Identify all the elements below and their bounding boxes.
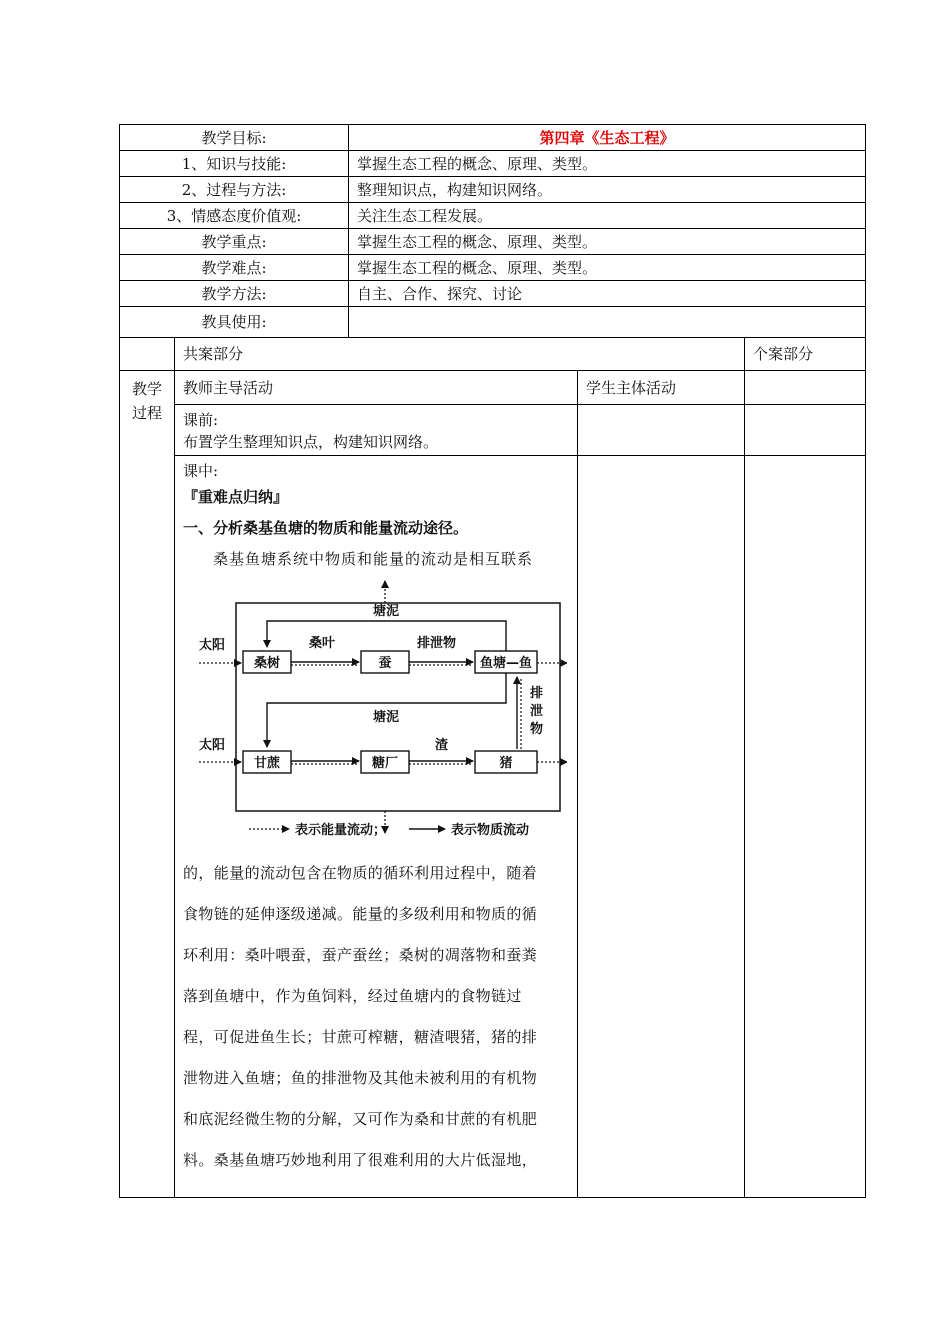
body-line: 落到鱼塘中，作为鱼饲料，经过鱼塘内的食物链过: [183, 987, 522, 1005]
body-line: 食物链的延伸逐级递减。能量的多级利用和物质的循: [183, 905, 538, 923]
mud-flow-arrow: [267, 621, 506, 651]
body-line: 和底泥经微生物的分解，又可作为桑和甘蔗的有机肥: [183, 1110, 538, 1128]
before-class-cell: [175, 405, 578, 456]
sugarcane-label: 甘蔗: [253, 756, 281, 771]
row-value: 掌握生态工程的概念、原理、类型。: [349, 151, 866, 177]
intro-paragraph: 桑基鱼塘系统中物质和能量的流动是相互联系: [213, 550, 534, 568]
row-value: 掌握生态工程的概念、原理、类型。: [349, 255, 866, 281]
process-label-line: 教学: [131, 380, 162, 398]
residue-label: 渣: [435, 738, 449, 753]
row-value: 掌握生态工程的概念、原理、类型。: [349, 229, 866, 255]
process-label-line: 过程: [131, 404, 162, 422]
in-class-cell: [175, 456, 578, 1198]
before-class-row: [120, 405, 866, 456]
in-class-row: [120, 456, 866, 1198]
info-row: [120, 229, 866, 255]
teaching-process-label: [120, 371, 175, 1198]
row-label: 教学难点:: [120, 255, 349, 281]
chapter-title: 第四章《生态工程》: [349, 125, 866, 151]
teacher-activity-label: 教师主导活动: [175, 371, 578, 405]
body-line: 的，能量的流动包含在物质的循环利用过程中，随着: [183, 864, 538, 882]
info-row: [120, 281, 866, 307]
excreta-vertical-char: 排: [530, 686, 544, 701]
row-label: 教具使用:: [120, 307, 349, 338]
body-line: 泄物进入鱼塘；鱼的排泄物及其他未被利用的有机物: [183, 1069, 538, 1087]
goal-label: 教学目标:: [120, 125, 349, 151]
body-line: 环利用：桑叶喂蚕，蚕产蚕丝；桑树的凋落物和蚕粪: [183, 946, 538, 964]
empty-cell: [745, 371, 866, 405]
empty-cell: [120, 338, 175, 371]
silkworm-label: 蚕: [378, 656, 392, 671]
lesson-plan-table: [119, 124, 866, 1198]
info-row: [120, 177, 866, 203]
legend-matter-label: 表示物质流动: [451, 823, 530, 838]
empty-cell: [745, 456, 866, 1198]
row-value: [349, 307, 866, 338]
row-label: 3、情感态度价值观:: [120, 203, 349, 229]
in-class-heading: 课中:: [183, 462, 219, 480]
row-label: 教学重点:: [120, 229, 349, 255]
excreta-vertical-char: 物: [530, 722, 544, 737]
mud-middle-label: 塘泥: [373, 710, 400, 725]
empty-cell: [578, 405, 745, 456]
before-class-text: 布置学生整理知识点，构建知识网络。: [183, 433, 439, 451]
row-value: 关注生态工程发展。: [349, 203, 866, 229]
row-label: 1、知识与技能:: [120, 151, 349, 177]
before-class-heading: 课前:: [183, 411, 219, 429]
row-value: 整理知识点，构建知识网络。: [349, 177, 866, 203]
empty-cell: [578, 456, 745, 1198]
row-label: 教学方法:: [120, 281, 349, 307]
key-points-heading: 『重难点归纳』: [183, 488, 289, 506]
pig-label: 猪: [499, 756, 513, 771]
sun-bottom-label: 太阳: [199, 738, 226, 753]
empty-cell: [745, 405, 866, 456]
sun-top-label: 太阳: [199, 638, 226, 653]
row-value: 自主、合作、探究、讨论: [349, 281, 866, 307]
body-text: [183, 853, 571, 1181]
section-header-row: [120, 338, 866, 371]
leaf-label: 桑叶: [309, 636, 336, 651]
activity-header-row: [120, 371, 866, 405]
info-row: [120, 255, 866, 281]
mulberry-label: 桑树: [253, 656, 281, 671]
excreta-vertical-char: 泄: [530, 704, 544, 719]
mulberry-fishpond-diagram: [187, 577, 567, 845]
excreta-label: 排泄物: [417, 636, 457, 651]
goal-row: [120, 125, 866, 151]
body-line: 程，可促进鱼生长；甘蔗可榨糖，糖渣喂猪，猪的排: [183, 1028, 538, 1046]
info-row: [120, 151, 866, 177]
row-label: 2、过程与方法:: [120, 177, 349, 203]
info-row: [120, 307, 866, 338]
student-activity-label: 学生主体活动: [578, 371, 745, 405]
sugar-factory-label: 糖厂: [371, 756, 399, 771]
legend-energy-label: 表示能量流动；: [295, 823, 387, 838]
shared-plan-label: 共案部分: [175, 338, 745, 371]
fishpond-label: 鱼塘—鱼: [479, 656, 533, 671]
system-boundary: [236, 603, 560, 811]
point-one-heading: 一、分析桑基鱼塘的物质和能量流动途径。: [183, 519, 469, 537]
individual-plan-label: 个案部分: [745, 338, 866, 371]
mud-top-label: 塘泥: [373, 604, 400, 619]
body-line: 料。桑基鱼塘巧妙地利用了很难利用的大片低湿地，: [183, 1151, 538, 1169]
info-row: [120, 203, 866, 229]
